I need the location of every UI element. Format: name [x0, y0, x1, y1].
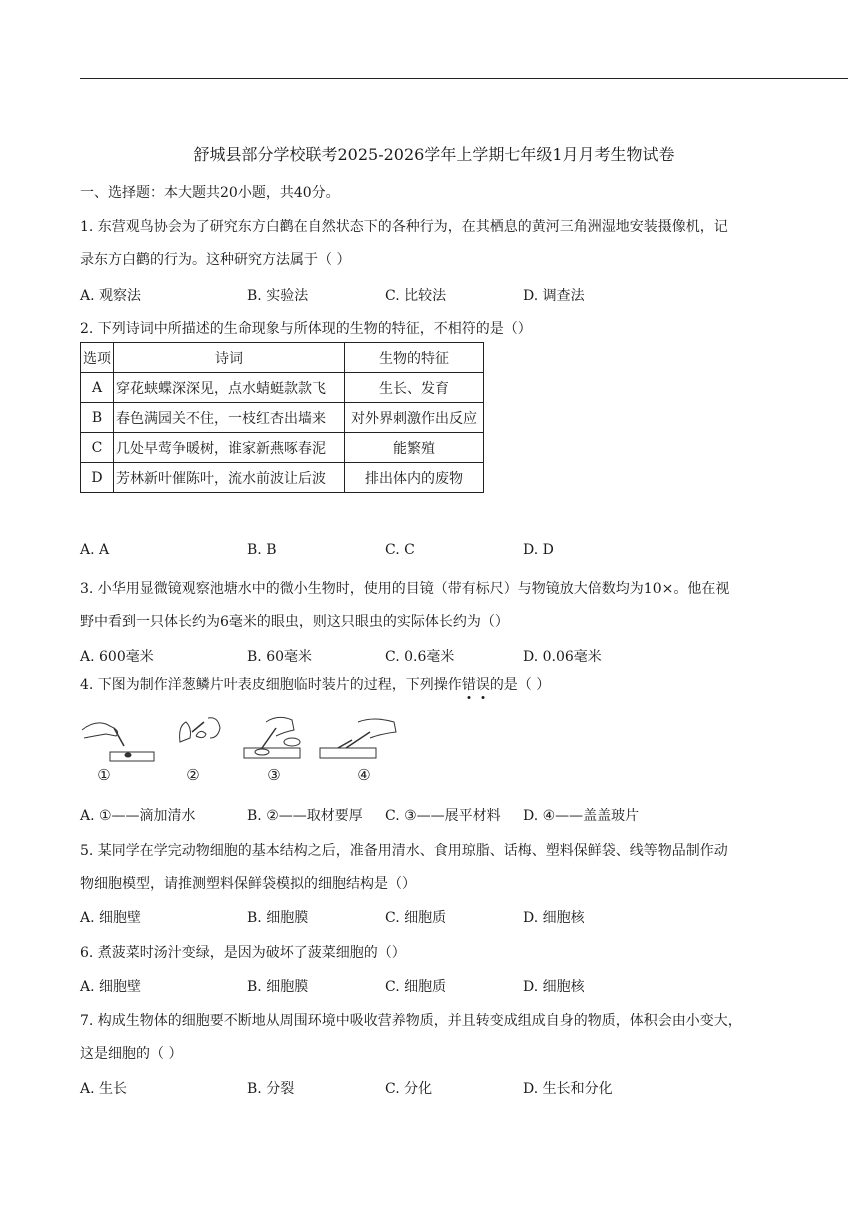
- table-cell: B: [81, 403, 114, 433]
- q2-option-b[interactable]: B. B: [247, 542, 277, 558]
- q2-stem: 2. 下列诗词中所描述的生命现象与所体现的生物的特征，不相符的是（）: [80, 321, 532, 337]
- tweezers-illustration: [346, 732, 370, 748]
- sample-illustration: [284, 738, 300, 746]
- table-header-cell: 诗词: [114, 343, 345, 373]
- q6-stem: 6. 煮菠菜时汤汁变绿，是因为破坏了菠菜细胞的（）: [80, 945, 406, 961]
- q6-option-c[interactable]: C. 细胞质: [385, 979, 447, 995]
- q6-options: [80, 976, 780, 996]
- table-cell: 生长、发育: [345, 373, 484, 403]
- needle-illustration: [262, 728, 276, 748]
- table-cell: 对外界刺激作出反应: [345, 403, 484, 433]
- table-cell: D: [81, 463, 114, 493]
- q4-emphasis-char: 错: [461, 677, 476, 693]
- q7-option-b[interactable]: B. 分裂: [247, 1081, 295, 1097]
- table-cell: C: [81, 433, 114, 463]
- table-cell: 春色满园关不住，一枝红杏出墙来: [114, 403, 345, 433]
- q3-option-b[interactable]: B. 60毫米: [247, 649, 313, 665]
- step-label: ③: [267, 766, 281, 784]
- q1-option-d[interactable]: D. 调查法: [523, 288, 585, 304]
- q1-option-c[interactable]: C. 比较法: [385, 288, 447, 304]
- q7-option-a[interactable]: A. 生长: [80, 1081, 128, 1097]
- procedure-illustration: [80, 708, 410, 788]
- q4-option-a[interactable]: A. ①——滴加清水: [80, 808, 196, 824]
- q6-option-a[interactable]: A. 细胞壁: [80, 979, 142, 995]
- q3-stem-line2: 野中看到一只体长约为6毫米的眼虫，则这只眼虫的实际体长约为（）: [80, 614, 509, 630]
- step-label: ④: [357, 766, 371, 784]
- q3-options: [80, 646, 780, 666]
- slide-illustration: [320, 748, 376, 758]
- q4-emphasis-char: 误: [475, 677, 490, 693]
- q5-stem-line1: 5. 某同学在学完动物细胞的基本结构之后，准备用清水、食用琼脂、话梅、塑料保鲜袋、线等物品制作动: [80, 843, 728, 859]
- q5-option-b[interactable]: B. 细胞膜: [247, 910, 309, 926]
- q4-option-c[interactable]: C. ③——展平材料: [385, 808, 501, 824]
- q4-stem-text: 4. 下图为制作洋葱鳞片叶表皮细胞临时装片的过程，下列操作: [80, 677, 462, 693]
- q7-option-c[interactable]: C. 分化: [385, 1081, 433, 1097]
- table-cell: 能繁殖: [345, 433, 484, 463]
- q7-stem-line2: 这是细胞的（ ）: [80, 1046, 183, 1062]
- hand-illustration: [266, 717, 294, 736]
- tweezers-illustration: [192, 722, 204, 732]
- q5-option-c[interactable]: C. 细胞质: [385, 910, 447, 926]
- hand-illustration: [180, 722, 191, 742]
- q3-option-d[interactable]: D. 0.06毫米: [523, 649, 602, 665]
- q1-option-a[interactable]: A. 观察法: [80, 288, 142, 304]
- q3-stem-line1: 3. 小华用显微镜观察池塘水中的微小生物时，使用的目镜（带有标尺）与物镜放大倍数均为10×。他在视: [80, 581, 730, 597]
- table-cell: 穿花蛱蝶深深见，点水蜻蜓款款飞: [114, 373, 345, 403]
- q2-table: [80, 342, 484, 493]
- coverslip-illustration: [338, 740, 352, 748]
- q3-option-a[interactable]: A. 600毫米: [80, 649, 154, 665]
- q4-option-b[interactable]: B. ②——取材要厚: [247, 808, 363, 824]
- hand-illustration: [358, 719, 396, 738]
- table-header-cell: 生物的特征: [345, 343, 484, 373]
- table-row: [81, 433, 484, 463]
- q7-stem-line1: 7. 构成生物体的细胞要不断地从周围环境中吸收营养物质，并且转变成组成自身的物质，体积会由小变大，: [80, 1013, 742, 1029]
- q1-option-b[interactable]: B. 实验法: [247, 288, 309, 304]
- header-rule: [80, 78, 848, 79]
- exam-title: 舒城县部分学校联考2025-2026学年上学期七年级1月月考生物试卷: [193, 145, 675, 164]
- table-header-cell: 选项: [81, 343, 114, 373]
- onion-illustration: [196, 731, 206, 737]
- q5-stem-line2: 物细胞模型，请推测塑料保鲜袋模拟的细胞结构是（）: [80, 876, 416, 892]
- hand-illustration: [208, 718, 220, 738]
- q1-stem-line2: 录东方白鹳的行为。这种研究方法属于（ ）: [80, 252, 351, 268]
- q5-options: [80, 907, 780, 927]
- q1-options: [80, 285, 780, 305]
- q5-option-d[interactable]: D. 细胞核: [523, 910, 585, 926]
- q3-option-c[interactable]: C. 0.6毫米: [385, 649, 455, 665]
- table-row: [81, 403, 484, 433]
- q4-stem-text: 的是（ ）: [489, 677, 551, 693]
- q4-stem: [80, 674, 550, 694]
- q4-procedure-figure: [80, 708, 410, 788]
- q2-option-c[interactable]: C. C: [385, 542, 415, 558]
- q1-stem-line1: 1. 东营观鸟协会为了研究东方白鹳在自然状态下的各种行为，在其栖息的黄河三角洲湿地安装摄像机，记: [80, 219, 728, 235]
- table-row: [81, 373, 484, 403]
- q5-option-a[interactable]: A. 细胞壁: [80, 910, 142, 926]
- step-label: ①: [97, 766, 111, 784]
- q2-option-d[interactable]: D. D: [523, 542, 554, 558]
- q6-option-b[interactable]: B. 细胞膜: [247, 979, 309, 995]
- table-cell: 几处早莺争暖树，谁家新燕啄春泥: [114, 433, 345, 463]
- step-label: ②: [186, 766, 200, 784]
- q4-options: [80, 805, 780, 825]
- q7-options: [80, 1078, 780, 1098]
- slide-illustration: [244, 748, 300, 758]
- q4-option-d[interactable]: D. ④——盖盖玻片: [523, 808, 640, 824]
- dropper-illustration: [114, 728, 124, 746]
- hand-illustration: [82, 723, 118, 738]
- q2-option-a[interactable]: A. A: [80, 542, 110, 558]
- table-cell: 排出体内的废物: [345, 463, 484, 493]
- table-header-row: [81, 343, 484, 373]
- table-cell: 芳林新叶催陈叶，流水前波让后波: [114, 463, 345, 493]
- q7-option-d[interactable]: D. 生长和分化: [523, 1081, 613, 1097]
- slide-illustration: [110, 752, 154, 761]
- section-heading: 一、选择题：本大题共20小题，共40分。: [80, 185, 340, 201]
- q6-option-d[interactable]: D. 细胞核: [523, 979, 585, 995]
- table-cell: A: [81, 373, 114, 403]
- q2-options: [80, 542, 780, 562]
- table-row: [81, 463, 484, 493]
